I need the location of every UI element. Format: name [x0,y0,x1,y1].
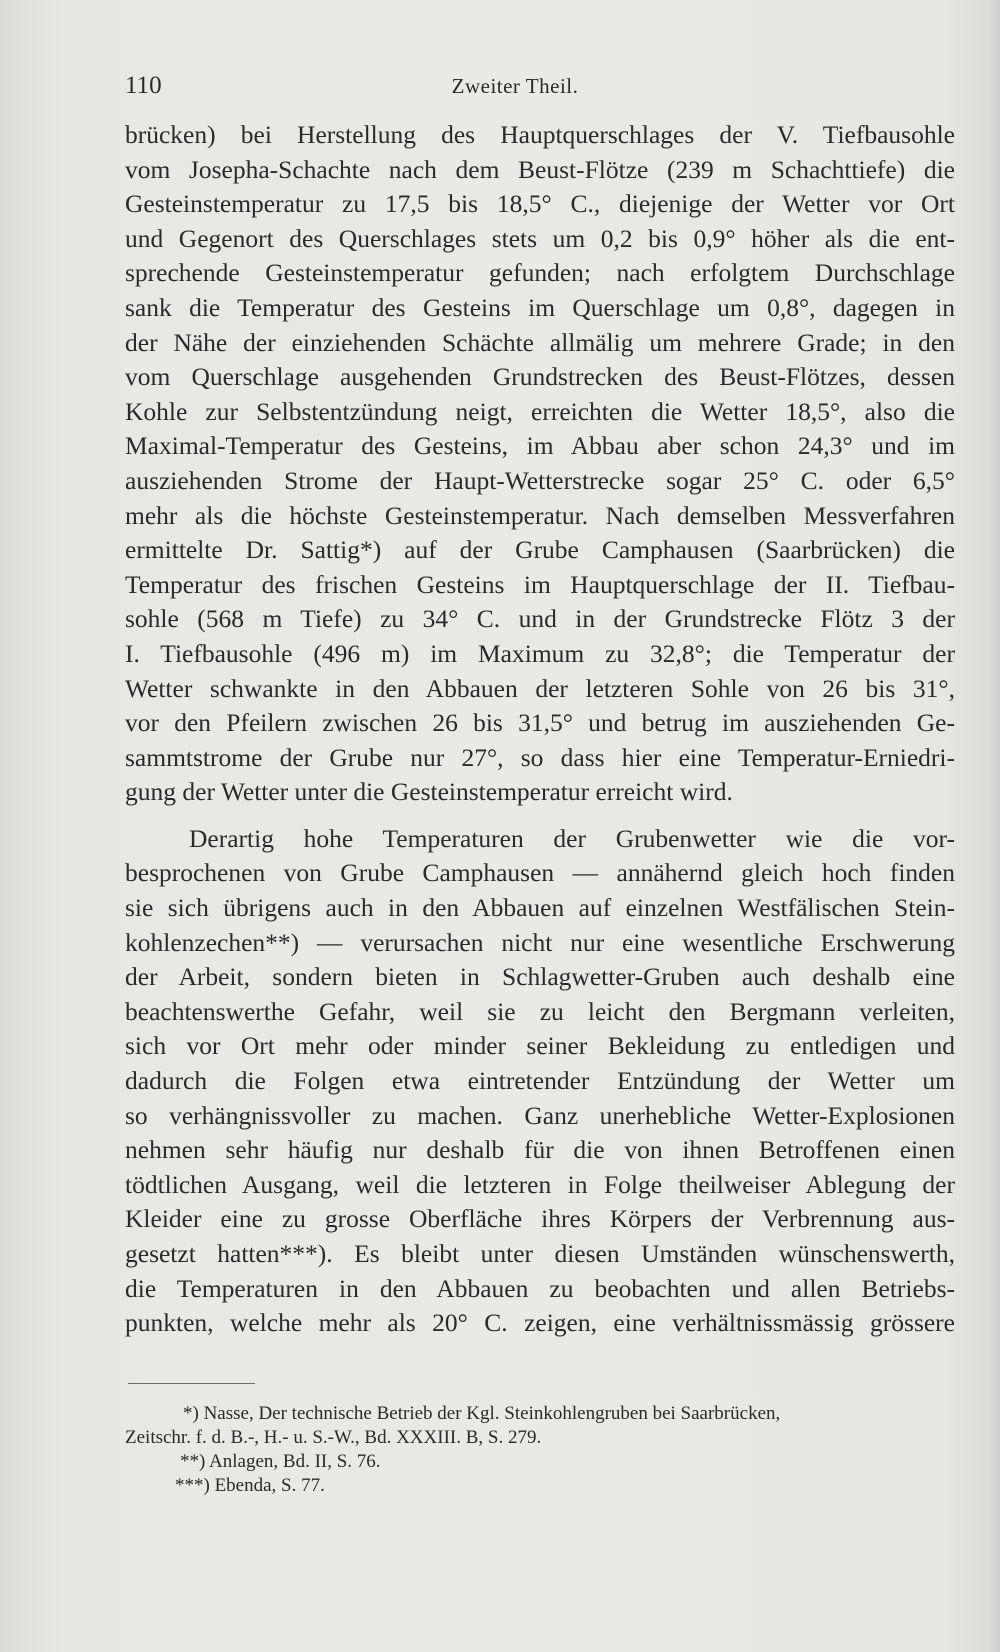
text-line: Kohle zur Selbstentzündung neigt, erreichten die Wetter 18,5°, also die [125,396,955,426]
text-line: vor den Pfeilern zwischen 26 bis 31,5° und betrug im ausziehenden Ge- [125,708,955,738]
footnote-3: ***) Ebenda, S. 77. [175,1475,325,1496]
text-line: brücken) bei Herstellung des Hauptquerschlages der V. Tiefbausohle [125,120,955,149]
text-line: vom Querschlage ausgehenden Grundstrecken des Beust-Flötzes, dessen [125,362,955,392]
footnote-1: *) Nasse, Der technische Betrieb der Kgl. Steinkohlengruben bei Saarbrücken, [183,1403,781,1424]
running-title: Zweiter Theil. [451,74,579,98]
text-line: Derartig hohe Temperaturen der Grubenwetter wie die vor- [189,823,955,853]
text-line: sammtstrome der Grube nur 27°, so dass hier eine Temperatur-Erniedri- [125,742,955,772]
text-line: ermittelte Dr. Sattig*) auf der Grube Camphausen (Saarbrücken) die [125,535,955,565]
text-line: Wetter schwankte in den Abbauen der letzteren Sohle von 26 bis 31°, [125,673,955,703]
paragraph-1 [125,118,955,810]
text-line: beachtenswerthe Gefahr, weil sie zu leicht den Bergmann verleiten, [125,996,955,1026]
text-line: sie sich übrigens auch in den Abbauen auf einzelnen Westfälischen Stein- [125,893,955,923]
text-line: gung der Wetter unter die Gesteinstemperatur erreicht wird. [125,777,733,807]
text-line: vom Josepha-Schachte nach dem Beust-Flötze (239 m Schachttiefe) die [125,154,955,184]
text-line: sprechende Gesteinstemperatur gefunden; nach erfolgtem Durchschlage [125,258,955,288]
footnote-2: **) Anlagen, Bd. II, S. 76. [180,1451,381,1472]
text-line: sich vor Ort mehr oder minder seiner Bekleidung zu entledigen und [125,1031,955,1061]
text-line: nehmen sehr häufig nur deshalb für die von ihnen Betroffenen einen [125,1135,955,1165]
text-line: punkten, welche mehr als 20° C. zeigen, eine verhältnissmässig grössere [125,1308,955,1338]
page-edge-shadow [990,0,1000,1652]
page-header [125,72,905,112]
text-line: Maximal-Temperatur des Gesteins, im Abbau aber schon 24,3° und im [125,431,955,461]
text-line: dadurch die Folgen etwa eintretender Entzündung der Wetter um [125,1066,955,1096]
main-text [125,118,955,1341]
text-line: der Nähe der einziehenden Schächte allmälig um mehrere Grade; in den [125,327,955,357]
text-line: Gesteinstemperatur zu 17,5 bis 18,5° C., diejenige der Wetter vor Ort [125,189,955,219]
text-line: sank die Temperatur des Gesteins im Querschlage um 0,8°, dagegen in [125,292,955,322]
text-line: tödtlichen Ausgang, weil die letzteren in Folge theilweiser Ablegung der [125,1169,955,1199]
text-line: besprochenen von Grube Camphausen — annähernd gleich hoch finden [125,858,955,888]
text-line: so verhängnissvoller zu machen. Ganz unerhebliche Wetter-Explosionen [125,1100,955,1130]
text-line: der Arbeit, sondern bieten in Schlagwetter-Gruben auch deshalb eine [125,962,955,992]
text-line: sohle (568 m Tiefe) zu 34° C. und in der Grundstrecke Flötz 3 der [125,604,955,634]
text-line: mehr als die höchste Gesteinstemperatur. Nach demselben Messverfahren [125,500,955,530]
text-line: und Gegenort des Querschlages stets um 0,2 bis 0,9° höher als die ent- [125,223,955,253]
footnotes [125,1402,955,1498]
footnote-1-continued: Zeitschr. f. d. B.-, H.- u. S.-W., Bd. XXXIII. B, S. 279. [125,1427,542,1448]
text-line: I. Tiefbausohle (496 m) im Maximum zu 32,8°; die Temperatur der [125,638,955,668]
text-line: gesetzt hatten***). Es bleibt unter diesen Umständen wünschenswerth, [125,1239,955,1268]
text-line: Temperatur des frischen Gesteins im Hauptquerschlage der II. Tiefbau- [125,569,955,599]
text-line: Kleider eine zu grosse Oberfläche ihres Körpers der Verbrennung aus- [125,1204,955,1234]
footnote-divider [128,1383,255,1384]
page-number: 110 [125,72,162,99]
paragraph-2 [125,822,955,1341]
text-line: ausziehenden Strome der Haupt-Wetterstrecke sogar 25° C. oder 6,5° [125,465,955,495]
text-line: kohlenzechen**) — verursachen nicht nur eine wesentliche Erschwerung [125,927,955,957]
text-line: die Temperaturen in den Abbauen zu beobachten und allen Betriebs- [125,1273,955,1303]
